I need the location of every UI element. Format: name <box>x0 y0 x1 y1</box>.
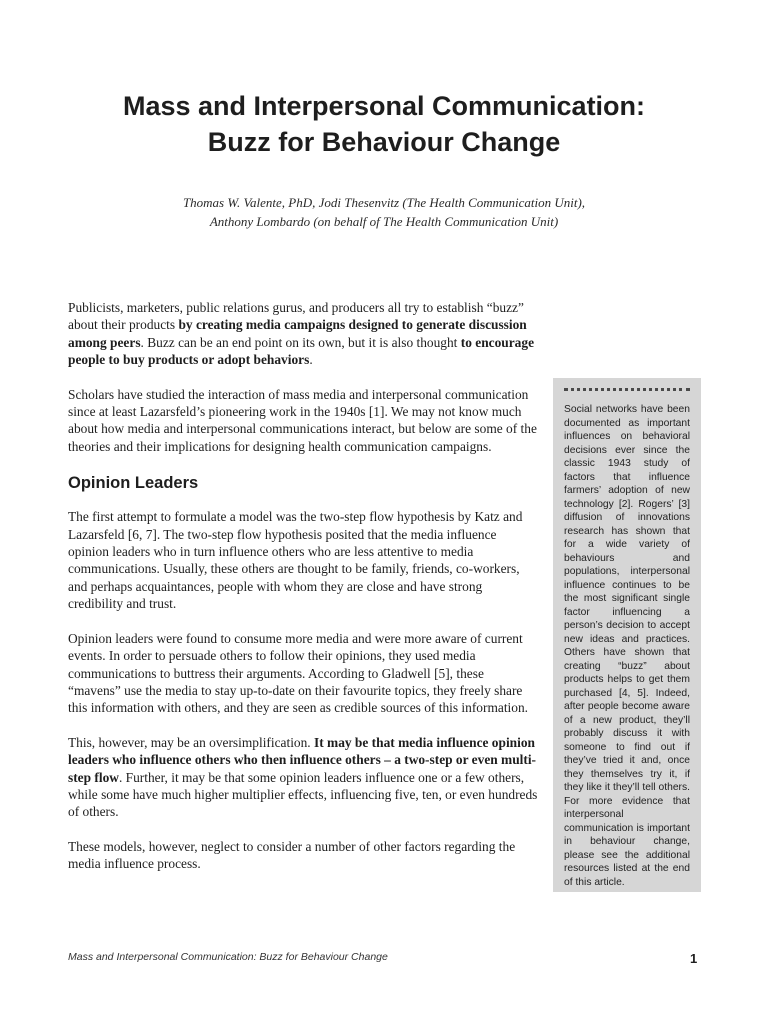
page-number: 1 <box>690 951 698 966</box>
paragraph-models: These models, however, neglect to consider a number of other factors regarding the media influence process. <box>68 838 516 872</box>
emphasis-multi-step-flow: It may be that media influence opinion leaders who influence others who then influence others – a two-step or even multi-step flow <box>68 734 537 785</box>
paragraph-mavens: Opinion leaders were found to consume more media and were more aware of current events. In order to persuade others to follow their opinions, they used media communications to buttress their arguments. According to Gladwell [5], these “mavens” use the media to stay up-to-date on their favourite topics, they freely share this information with others, and they are seen as credible sources of this information. <box>68 630 528 716</box>
sidebar-callout <box>553 378 701 892</box>
author-line-2: Anthony Lombardo (on behalf of The Health Communication Unit) <box>209 214 559 229</box>
paragraph-intro: Publicists, marketers, public relations gurus, and producers all try to establish “buzz” about their products by creating media campaigns designed to generate discussion among peers. Buzz can be an end point on its own, but it is also thought to encourage people to buy products or adopt behaviors. <box>68 300 535 368</box>
title-line-1: Mass and Interpersonal Communication: <box>122 91 646 121</box>
paragraph-two-step-flow: The first attempt to formulate a model was the two-step flow hypothesis by Katz and Lazarsfeld [6, 7]. The two-step flow hypothesis posited that the media influence opinion leaders who in turn influence others who are less attentive to media communications. Usually, these others are thought to be family, friends, co-workers, and perhaps acquaintances, people with whom they are close and have strong credibility and trust. <box>68 509 523 612</box>
title-line-2: Buzz for Behaviour Change <box>207 127 561 157</box>
section-heading-opinion-leaders: Opinion Leaders <box>68 474 199 493</box>
document-title <box>60 88 708 160</box>
footer-running-title: Mass and Interpersonal Communication: Buzz for Behaviour Change <box>68 951 388 963</box>
emphasis-buy-products: to encourage people to buy products or adopt behaviors <box>68 334 535 368</box>
dotted-divider <box>564 388 690 399</box>
sidebar-text: Social networks have been documented as important influences on behavioral decisions ever since the classic 1943 study of factors that influence farmers’ adoption of new technology [2]. Rogers’ [3] diffusion of innovations research has shown that for a wide variety of behaviours and populations, interpersonal influence continues to be the most significant single factor influencing a person’s decision to accept new ideas and practices. Others have shown that creating “buzz” about products helps to get them purchased [4, 5]. Indeed, after people become aware of a new product, they’ll probably discuss it with someone to find out if they’ve tried it and, once they themselves try it, if they like it they’ll tell others. For more evidence that interpersonal communication is important in behaviour change, please see the additional resources listed at the end of this article. <box>564 404 690 888</box>
author-list <box>60 193 708 231</box>
author-line-1: Thomas W. Valente, PhD, Jodi Thesenvitz (The Health Communication Unit), <box>182 195 586 210</box>
emphasis-media-campaigns: by creating media campaigns designed to generate discussion among peers <box>68 317 527 350</box>
paragraph-multi-step: This, however, may be an oversimplification. It may be that media influence opinion leaders who influence others who then influence others – a two-step or even multi-step flow. Further, it may be that some opinion leaders influence one or a few others, while some have much higher multiplier effects, influencing five, ten, or even hundreds of others. <box>68 734 538 820</box>
main-column <box>68 299 538 890</box>
paragraph-scholars: Scholars have studied the interaction of mass media and interpersonal communication since at least Lazarsfeld’s pioneering work in the 1940s [1]. We may not know much about how media and interpersonal communications interact, but below are some of the theories and their implications for designing health communication campaigns. <box>68 386 537 454</box>
